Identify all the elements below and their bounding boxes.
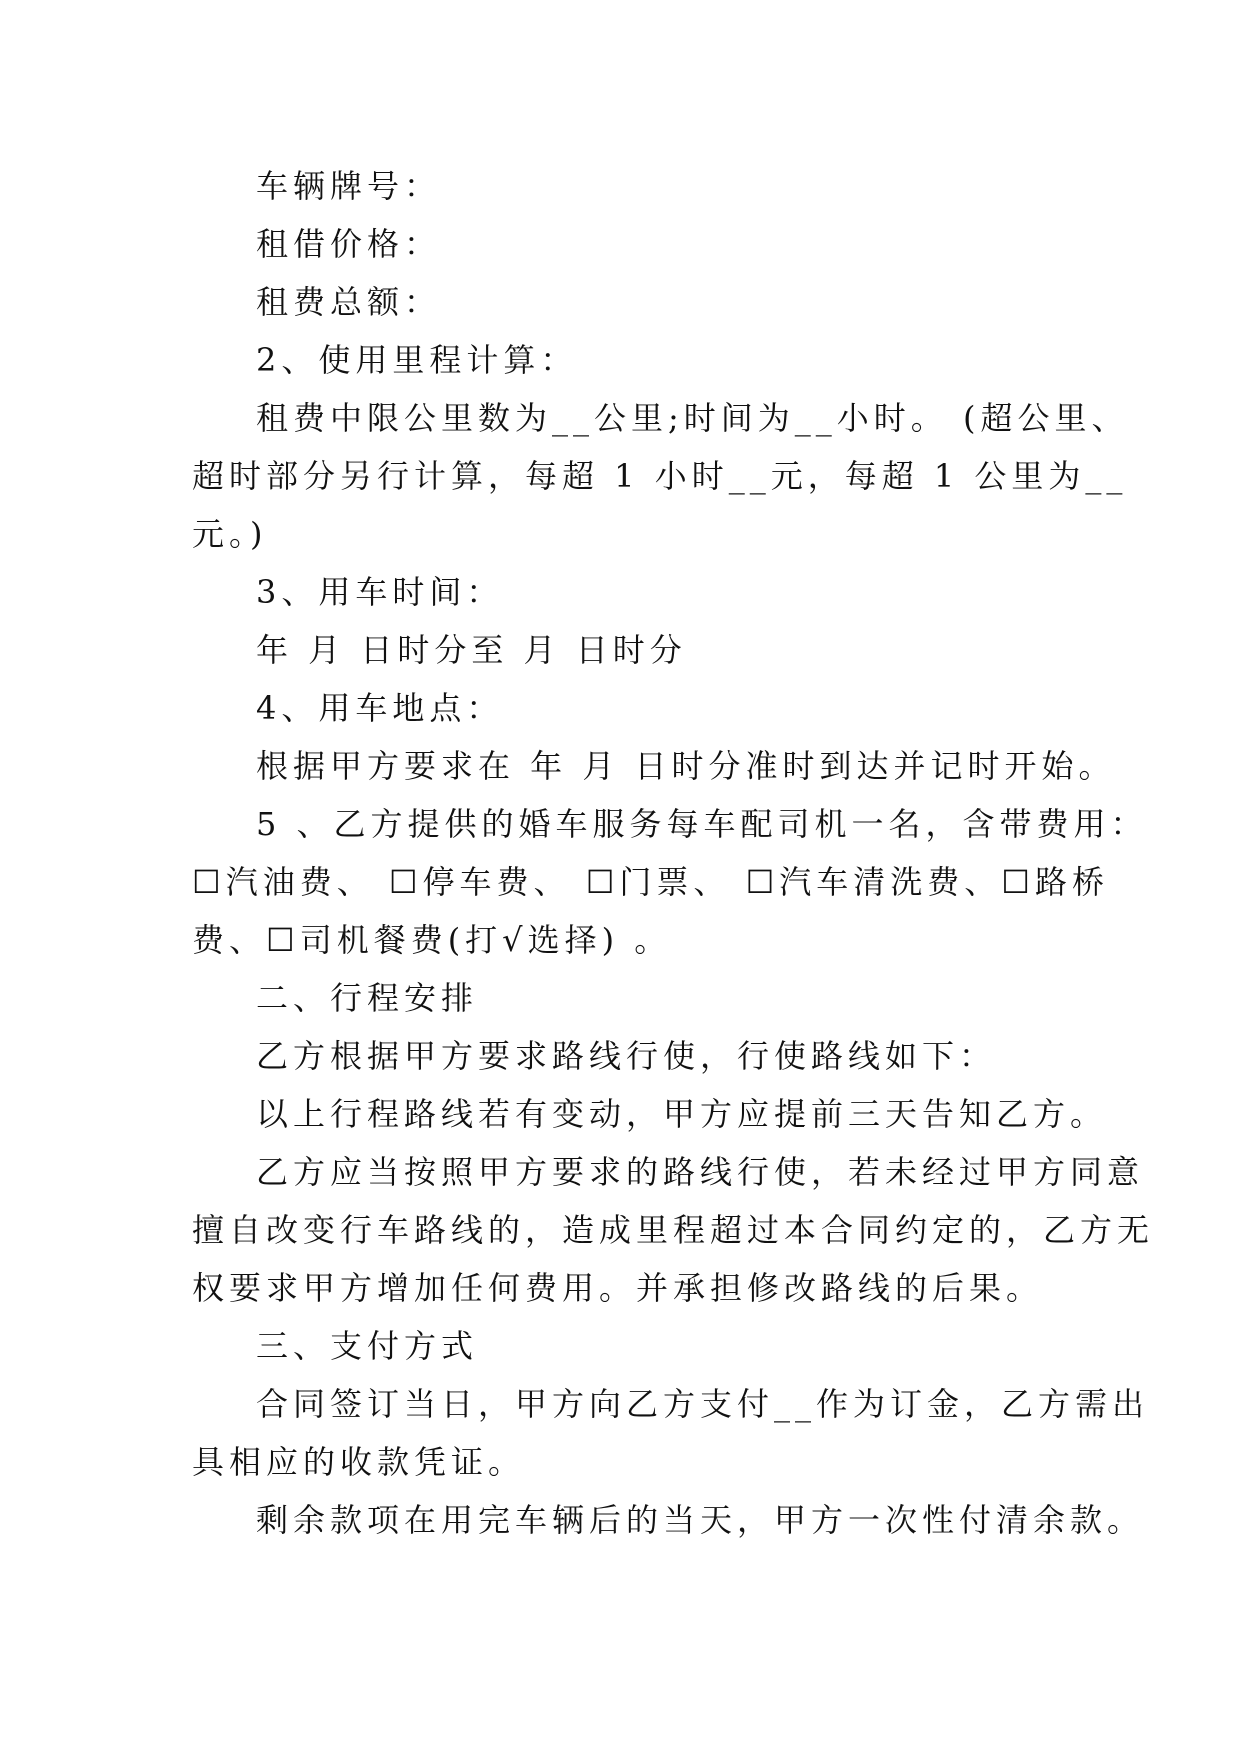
mileage-paragraph-line: 元。) [192, 515, 268, 553]
itinerary-line: 乙方根据甲方要求路线行使，行使路线如下： [256, 1037, 997, 1075]
rental-price-label: 租借价格： [256, 225, 442, 263]
payment-paragraph-line: 具相应的收款凭证。 [192, 1443, 526, 1481]
itinerary-line: 以上行程路线若有变动，甲方应提前三天告知乙方。 [256, 1095, 1108, 1133]
fees-checkbox-line: ☐汽油费、 ☐停车费、 ☐门票、 ☐汽车清洗费、☐路桥 [192, 863, 1109, 901]
payment-paragraph-line: 合同签订当日，甲方向乙方支付__作为订金，乙方需出 [256, 1385, 1150, 1423]
fees-checkbox-line: 费、☐司机餐费(打√选择) 。 [192, 921, 672, 959]
usage-location-line: 根据甲方要求在 年 月 日时分准时到达并记时开始。 [256, 747, 1116, 785]
itinerary-paragraph-line: 擅自改变行车路线的，造成里程超过本合同约定的，乙方无 [192, 1211, 1155, 1249]
mileage-paragraph-line: 租费中限公里数为__公里;时间为__小时。 (超公里、 [256, 399, 1129, 437]
fees-paragraph-line: 5 、乙方提供的婚车服务每车配司机一名，含带费用： [256, 805, 1148, 843]
mileage-heading: 2、使用里程计算： [256, 341, 578, 379]
usage-time-line: 年 月 日时分至 月 日时分 [256, 631, 687, 669]
usage-location-heading: 4、用车地点： [256, 689, 504, 727]
itinerary-paragraph-line: 权要求甲方增加任何费用。并承担修改路线的后果。 [192, 1269, 1044, 1307]
payment-heading: 三、支付方式 [256, 1327, 479, 1365]
payment-paragraph-line: 剩余款项在用完车辆后的当天，甲方一次性付清余款。 [256, 1501, 1145, 1539]
usage-time-heading: 3、用车时间： [256, 573, 504, 611]
itinerary-heading: 二、行程安排 [256, 979, 479, 1017]
itinerary-paragraph-line: 乙方应当按照甲方要求的路线行使，若未经过甲方同意 [256, 1153, 1145, 1191]
vehicle-plate-label: 车辆牌号： [256, 167, 442, 205]
mileage-paragraph-line: 超时部分另行计算，每超 1 小时__元，每超 1 公里为__ [192, 457, 1128, 495]
rental-total-label: 租费总额： [256, 283, 442, 321]
